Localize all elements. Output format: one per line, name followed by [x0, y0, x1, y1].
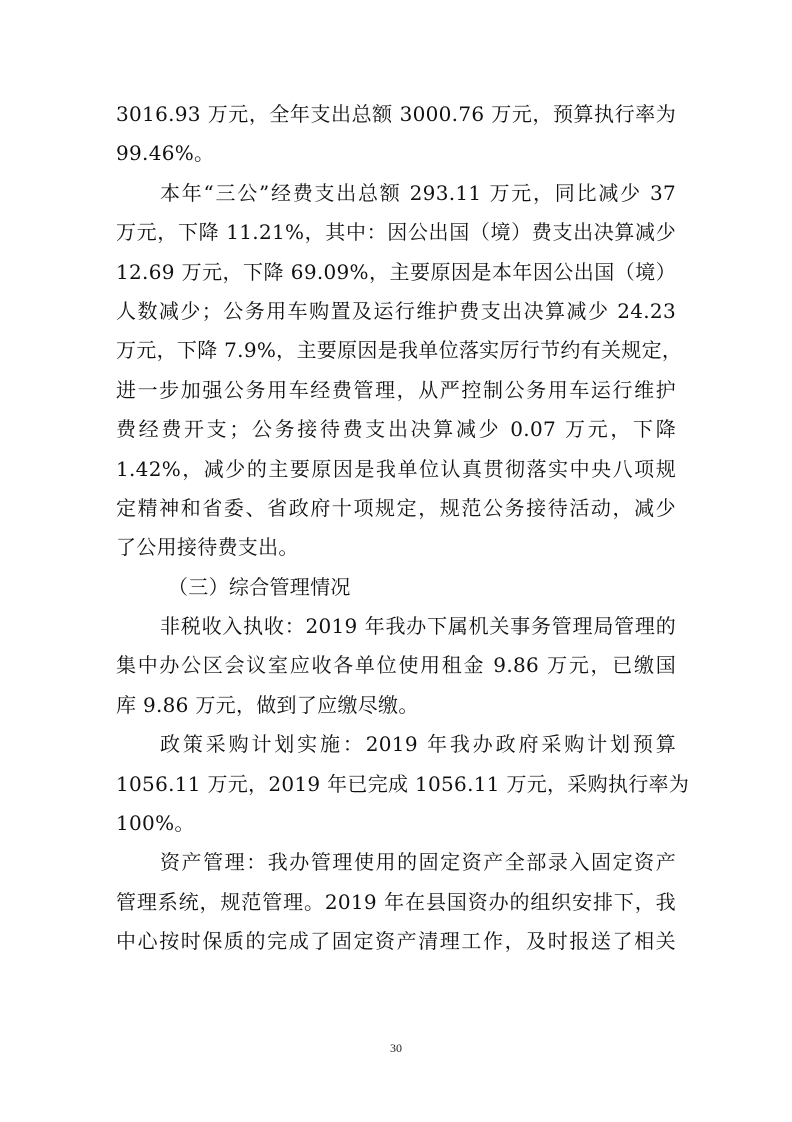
text-line: 了公用接待费支出。 [116, 535, 299, 560]
text-line: 进一步加强公务用车经费管理，从严控制公务用车运行维护 [116, 377, 676, 402]
text-line: 1.42%，减少的主要原因是我单位认真贯彻落实中央八项规 [116, 456, 676, 481]
text-line: 政策采购计划实施：2019 年我办政府采购计划预算 [160, 732, 676, 757]
text-line: 本年“三公”经费支出总额 293.11 万元，同比减少 37 [160, 180, 676, 205]
text-line: 管理系统，规范管理。2019 年在县国资办的组织安排下，我 [116, 889, 676, 914]
text-line: 1056.11 万元，2019 年已完成 1056.11 万元，采购执行率为 [116, 771, 690, 796]
page-number: 30 [390, 1041, 402, 1055]
text-line: 非税收入执收：2019 年我办下属机关事务管理局管理的 [160, 614, 676, 639]
text-line: 费经费开支；公务接待费支出决算减少 0.07 万元，下降 [116, 417, 676, 442]
text-line: 中心按时保质的完成了固定资产清理工作，及时报送了相关 [116, 929, 676, 954]
text-line: 万元，下降 7.9%，主要原因是我单位落实厉行节约有关规定， [116, 338, 683, 363]
text-line: 库 9.86 万元，做到了应缴尽缴。 [116, 692, 419, 717]
text-line: 资产管理：我办管理使用的固定资产全部录入固定资产 [160, 850, 676, 875]
text-line: 3016.93 万元，全年支出总额 3000.76 万元，预算执行率为 [116, 102, 676, 126]
section-heading: （三）综合管理情况 [168, 574, 351, 599]
text-line: 100%。 [116, 811, 195, 836]
text-line: 人数减少；公务用车购置及运行维护费支出决算减少 24.23 [116, 298, 676, 323]
document-body [116, 95, 690, 962]
text-line: 万元，下降 11.21%，其中：因公出国（境）费支出决算减少 [116, 220, 676, 245]
text-line: 99.46%。 [116, 141, 215, 166]
text-line: 定精神和省委、省政府十项规定，规范公务接待活动，减少 [116, 495, 676, 520]
text-line: 12.69 万元，下降 69.09%，主要原因是本年因公出国（境） [116, 259, 676, 284]
text-line: 集中办公区会议室应收各单位使用租金 9.86 万元，已缴国 [116, 653, 676, 678]
